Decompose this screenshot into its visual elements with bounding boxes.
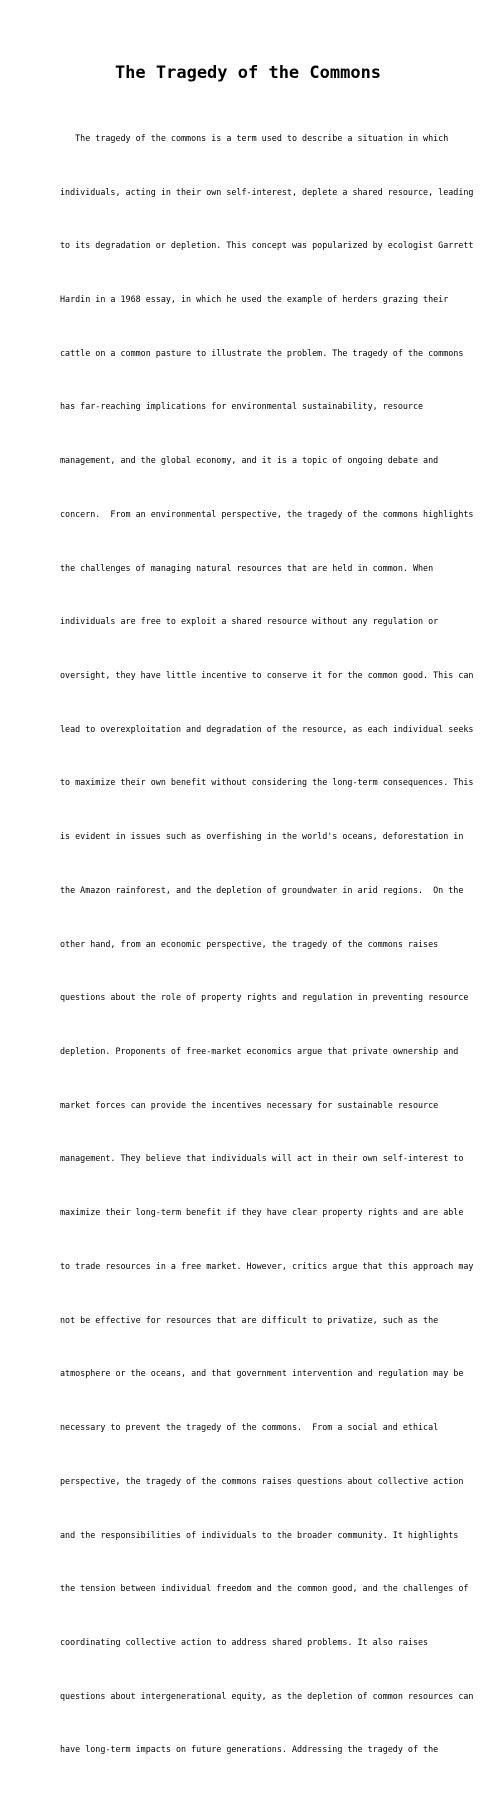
text-line: concern. From an environmental perspective, the tragedy of the commons highlights bbox=[60, 508, 474, 519]
document-title: The Tragedy of the Commons bbox=[114, 63, 382, 83]
text-line: management, and the global economy, and it is a topic of ongoing debate and bbox=[60, 455, 439, 466]
text-line: to maximize their own benefit without considering the long-term consequences. This bbox=[60, 777, 474, 788]
text-line: the challenges of managing natural resources that are held in common. When bbox=[60, 562, 434, 573]
text-line: to trade resources in a free market. However, critics argue that this approach may bbox=[60, 1260, 474, 1271]
text-line: the tension between individual freedom and the common good, and the challenges of bbox=[60, 1583, 469, 1594]
text-line: questions about intergenerational equity, as the depletion of common resources can bbox=[60, 1690, 474, 1701]
text-line: is evident in issues such as overfishing in the world's oceans, deforestation in bbox=[60, 831, 464, 842]
text-line: market forces can provide the incentives necessary for sustainable resource bbox=[60, 1099, 439, 1110]
text-line: and the responsibilities of individuals to the broader community. It highlights bbox=[60, 1529, 459, 1540]
text-line: Hardin in a 1968 essay, in which he used the example of herders grazing their bbox=[60, 293, 449, 304]
text-line: not be effective for resources that are difficult to privatize, such as the bbox=[60, 1314, 439, 1325]
text-line: maximize their long-term benefit if they have clear property rights and are able bbox=[60, 1207, 464, 1218]
text-line: The tragedy of the commons is a term used to describe a situation in which bbox=[60, 132, 449, 143]
text-line: coordinating collective action to address shared problems. It also raises bbox=[60, 1636, 429, 1647]
text-line: perspective, the tragedy of the commons raises questions about collective action bbox=[60, 1475, 464, 1486]
text-line: lead to overexploitation and degradation of the resource, as each individual seeks bbox=[60, 723, 474, 734]
text-line: necessary to prevent the tragedy of the commons. From a social and ethical bbox=[60, 1422, 439, 1433]
text-line: cattle on a common pasture to illustrate the problem. The tragedy of the commons bbox=[60, 347, 464, 358]
text-line: atmosphere or the oceans, and that government intervention and regulation may be bbox=[60, 1368, 464, 1379]
text-line: questions about the role of property rights and regulation in preventing resource bbox=[60, 992, 469, 1003]
text-line: depletion. Proponents of free-market economics argue that private ownership and bbox=[60, 1046, 459, 1057]
text-line: the Amazon rainforest, and the depletion of groundwater in arid regions. On the bbox=[60, 884, 464, 895]
text-line: have long-term impacts on future generations. Addressing the tragedy of the bbox=[60, 1744, 439, 1755]
text-line: individuals are free to exploit a shared resource without any regulation or bbox=[60, 616, 439, 627]
text-line: management. They believe that individuals will act in their own self-interest to bbox=[60, 1153, 464, 1164]
body-paragraph bbox=[60, 94, 474, 1795]
text-line: individuals, acting in their own self-interest, deplete a shared resource, leading bbox=[60, 186, 474, 197]
text-line: oversight, they have little incentive to conserve it for the common good. This can bbox=[60, 670, 474, 680]
text-line: has far-reaching implications for environmental sustainability, resource bbox=[60, 401, 424, 412]
text-line: other hand, from an economic perspective, the tragedy of the commons raises bbox=[60, 938, 439, 949]
text-line: to its degradation or depletion. This concept was popularized by ecologist Garrett bbox=[60, 240, 474, 251]
